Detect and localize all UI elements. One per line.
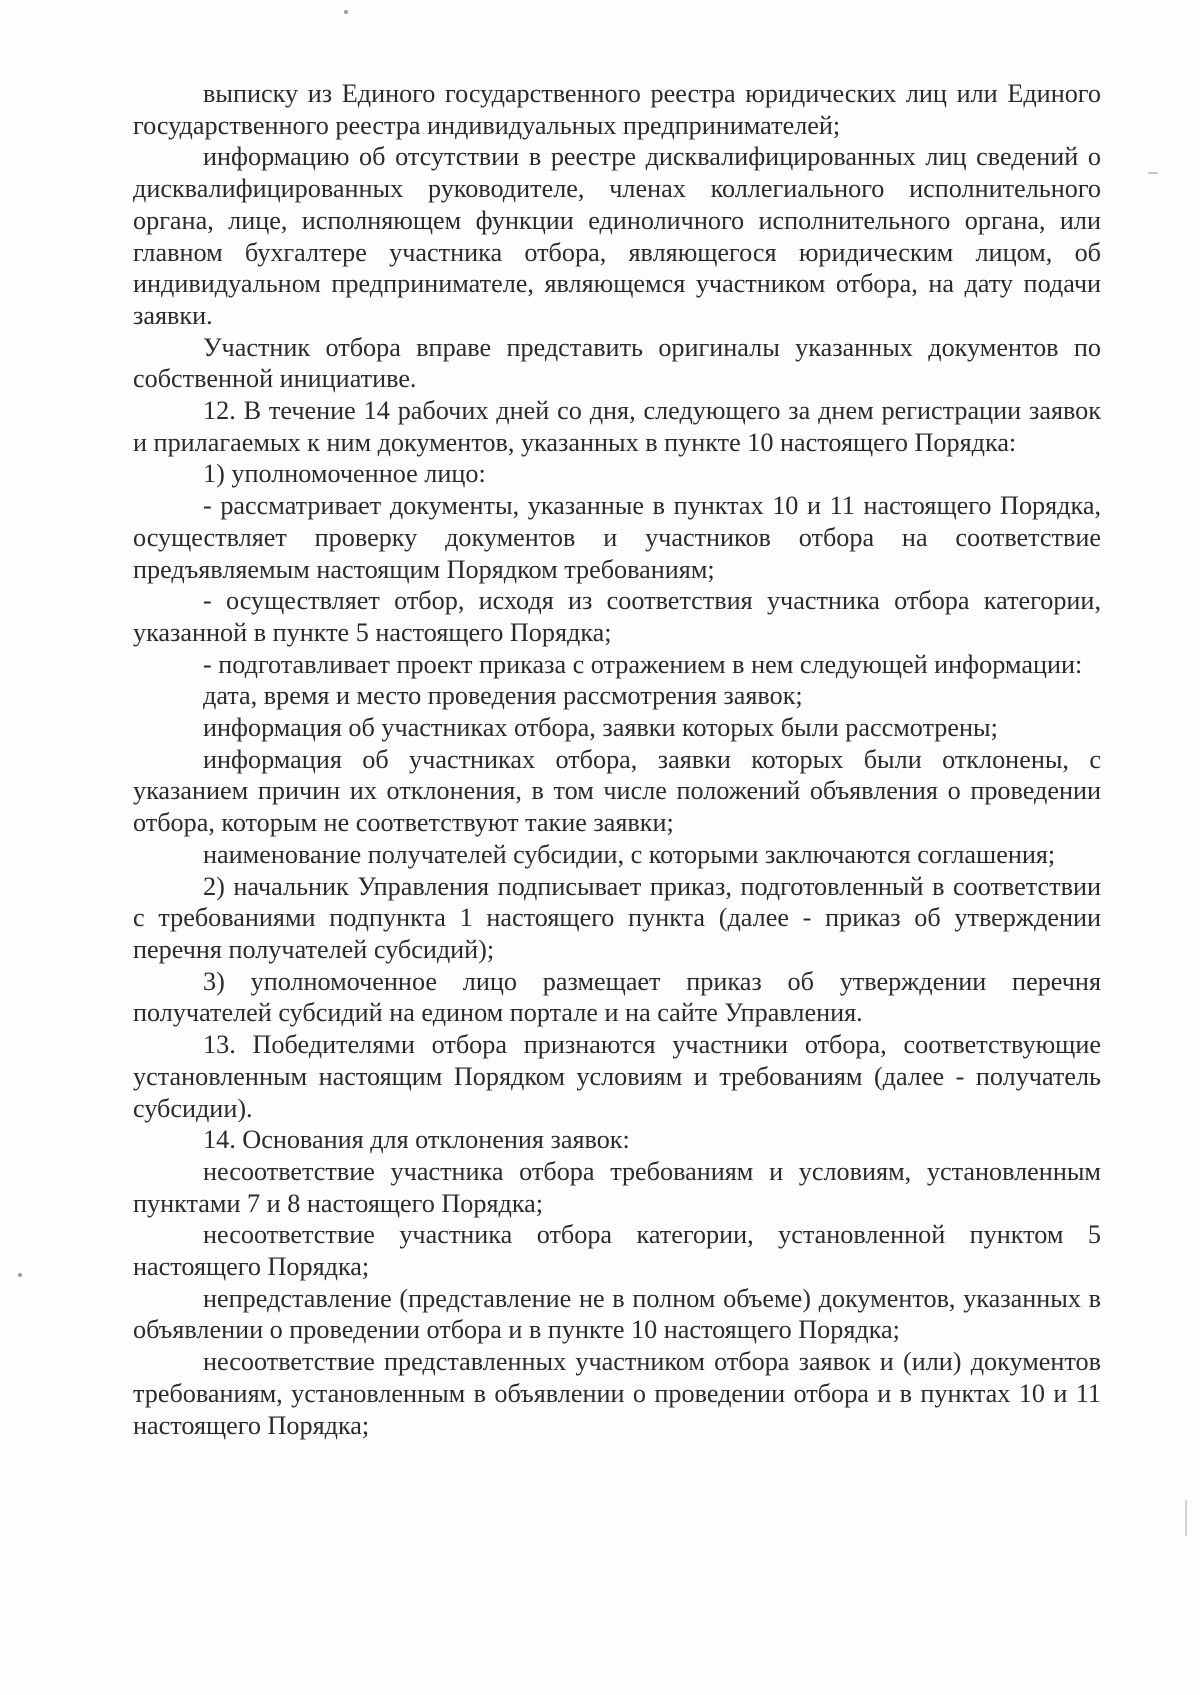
paragraph: несоответствие участника отбора требованиям и условиям, установленным пунктами 7 и 8 настоящего Порядка; xyxy=(133,1156,1101,1218)
paragraph: - осуществляет отбор, исходя из соответствия участника отбора категории, указанной в пункте 5 настоящего Порядка; xyxy=(133,586,1101,647)
paragraph: несоответствие представленных участником отбора заявок и (или) документов требованиям, установленным в объявлении о проведении отбора и в пунктах 10 и 11 настоящего Порядка; xyxy=(133,1347,1101,1440)
paragraph: 13. Победителями отбора признаются участники отбора, соответствующие установленным настоящим Порядком условиям и требованиям (далее - получатель субсидии). xyxy=(133,1030,1101,1123)
paragraph: информацию об отсутствии в реестре дисквалифицированных лиц сведений о дисквалифицированных руководителе, членах коллегиального исполнительного органа, лице, исполняющем функции единоличного исполнительного органа, или главном бухгалтере участника отбора, являющегося юридическим лицом, об индивидуальном предпринимателе, являющемся участником отбора, на дату подачи заявки. xyxy=(133,142,1101,330)
paragraph: дата, время и место проведения рассмотрения заявок; xyxy=(203,681,803,711)
paragraph: - подготавливает проект приказа с отражением в нем следующей информации: xyxy=(203,649,1083,679)
scan-speck xyxy=(344,10,348,14)
paragraph: информация об участниках отбора, заявки которых были отклонены, с указанием причин их отклонения, в том числе положений объявления о проведении отбора, которым не соответствуют такие заявки; xyxy=(133,744,1101,838)
paragraph: наименование получателей субсидии, с которыми заключаются соглашения; xyxy=(203,839,1056,869)
paragraph: непредставление (представление не в полном объеме) документов, указанных в объявлении о проведении отбора и в пункте 10 настоящего Порядка; xyxy=(133,1283,1101,1345)
scan-speck xyxy=(1148,172,1158,174)
paragraph: информация об участниках отбора, заявки которых были рассмотрены; xyxy=(203,713,998,743)
paragraph: 14. Основания для отклонения заявок: xyxy=(203,1125,630,1155)
paragraph: 12. В течение 14 рабочих дней со дня, следующего за днем регистрации заявок и прилагаемых к ним документов, указанных в пункте 10 настоящего Порядка: xyxy=(133,396,1101,457)
paragraph: 3) уполномоченное лицо размещает приказ об утверждении перечня получателей субсидий на едином портале и на сайте Управления. xyxy=(133,966,1101,1028)
paragraph: выписку из Единого государственного реестра юридических лиц или Единого государственного реестра индивидуальных предпринимателей; xyxy=(133,79,1101,140)
paragraph: 2) начальник Управления подписывает приказ, подготовленный в соответствии с требованиями подпункта 1 настоящего пункта (далее - приказ об утверждении перечня получателей субсидий); xyxy=(133,871,1101,964)
document-body xyxy=(133,78,1101,1441)
paragraph: - рассматривает документы, указанные в пунктах 10 и 11 настоящего Порядка, осуществляет проверку документов и участников отбора на соответствие предъявляемым настоящим Порядком требованиям; xyxy=(133,491,1101,584)
paragraph: несоответствие участника отбора категории, установленной пунктом 5 настоящего Порядка; xyxy=(133,1220,1101,1282)
paragraph: Участник отбора вправе представить оригиналы указанных документов по собственной инициативе. xyxy=(133,332,1101,394)
scan-speck xyxy=(18,1273,22,1277)
paragraph: 1) уполномоченное лицо: xyxy=(203,459,486,489)
scan-speck xyxy=(1185,1500,1187,1536)
